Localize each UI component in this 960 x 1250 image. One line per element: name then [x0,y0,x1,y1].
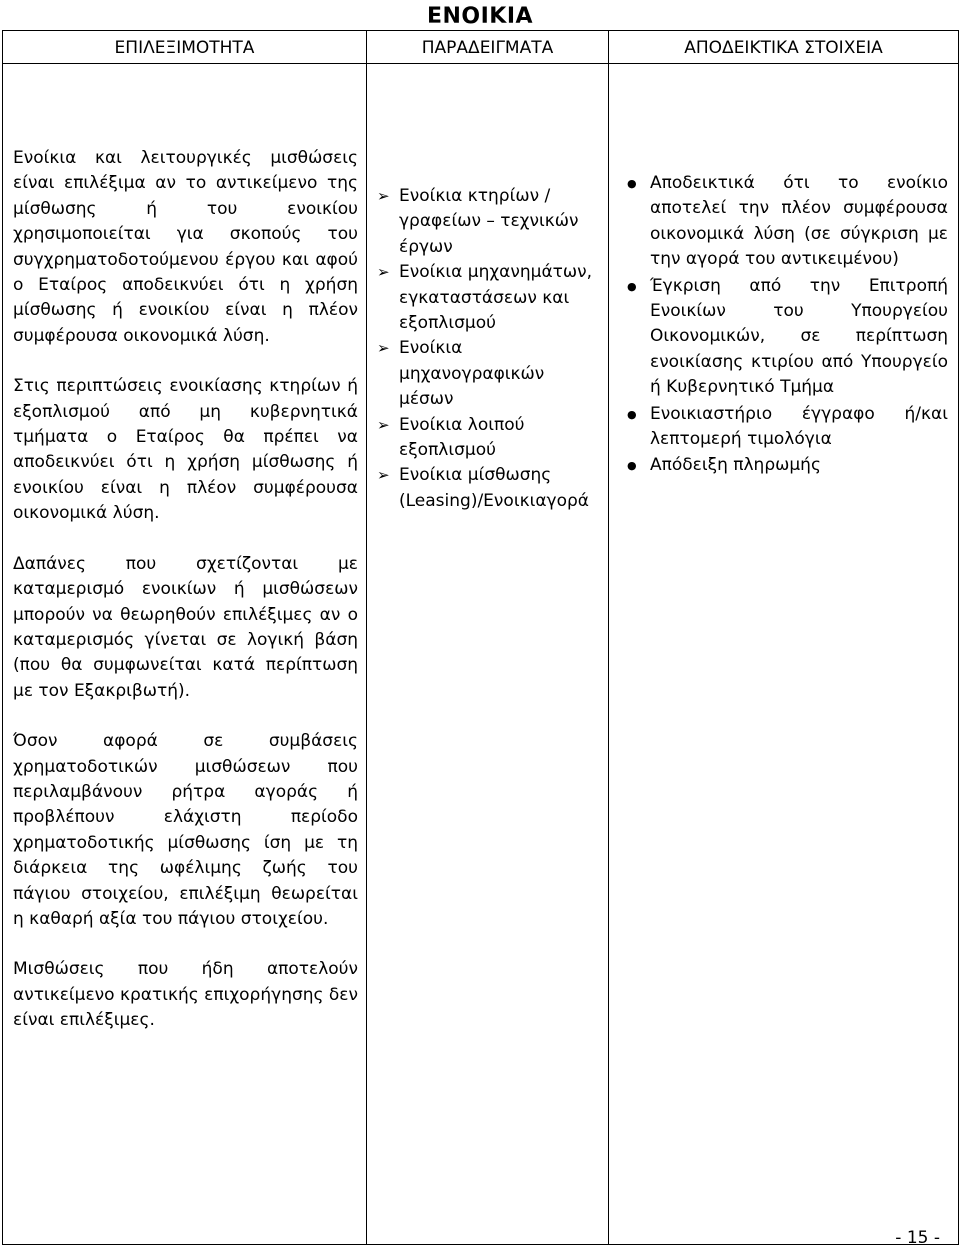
eligibility-paragraph: Στις περιπτώσεις ενοικίασης κτηρίων ή εξοπλισμού από μη κυβερνητικά τμήματα ο Εταίρος θα πρέπει να αποδεικνύει ότι η χρήση μίσθωσης ή ενοικίου είναι η πλέον συμφέρουσα οικονομικά λύση. [13,376,358,524]
dot-bullet-icon: ● [627,177,637,190]
dot-bullet-icon: ● [627,279,637,293]
evidence-cell [609,64,959,1245]
header-evidence: ΑΠΟΔΕΙΚΤΙΚΑ ΣΤΟΙΧΕΙΑ [609,31,959,64]
arrow-bullet-icon: ➢ [377,415,390,434]
arrow-bullet-icon: ➢ [377,339,390,358]
dot-bullet-icon: ● [627,459,637,473]
example-item [377,184,602,260]
header-eligibility: ΕΠΙΛΕΞΙΜΟΤΗΤΑ [3,31,367,64]
dot-bullet-icon: ● [627,407,637,421]
page-number: - 15 - [895,1228,940,1248]
evidence-label: Ενοικιαστήριο έγγραφο ή/και λεπτομερή τιμολόγια [650,403,948,450]
header-examples: ΠΑΡΑΔΕΙΓΜΑΤΑ [367,31,609,64]
example-item [377,336,602,412]
eligibility-cell [3,64,367,1245]
example-label: Ενοίκια μηχανογραφικών μέσων [399,338,545,410]
header-row [3,31,959,64]
body-row [3,64,959,1245]
example-label: Ενοίκια κτηρίων /γραφείων – τεχνικών έργων [399,186,579,257]
rent-eligibility-table [2,30,959,1245]
evidence-item [627,171,948,273]
evidence-item [627,274,948,401]
evidence-label: Αποδεικτικά ότι το ενοίκιο αποτελεί την πλέον συμφέρουσα οικονομικά λύση (σε σύγκριση με την αγορά του αντικειμένου) [650,173,948,270]
eligibility-paragraph: Μισθώσεις που ήδη αποτελούν αντικείμενο κρατικής επιχορήγησης δεν είναι επιλέξιμες. [13,959,358,1031]
evidence-item [627,402,948,453]
arrow-bullet-icon: ➢ [377,466,390,485]
eligibility-paragraph: Δαπάνες που σχετίζονται με καταμερισμό ενοικίων ή μισθώσεων μπορούν να θεωρηθούν επιλέξιμες αν ο καταμερισμός γίνεται σε λογική βάση (που θα συμφωνείται κατά περίπτωση με τον Εξακριβωτή). [13,553,358,701]
evidence-label: Έγκριση από την Επιτροπή Ενοικίων του Υπουργείου Οικονομικών, σε περίπτωση ενοικίασης κτιρίου από Υπουργείο ή Κυβερνητικό Τμήμα [650,275,948,398]
evidence-label: Απόδειξη πληρωμής [650,455,821,476]
example-label: Ενοίκια μίσθωσης (Leasing)/Ενοικιαγορά [399,465,590,511]
page-title: ΕΝΟΙΚΙΑ [426,4,534,29]
eligibility-paragraph: Όσον αφορά σε συμβάσεις χρηματοδοτικών μισθώσεων που περιλαμβάνουν ρήτρα αγοράς ή προβλέπουν ελάχιστη περίοδο χρηματοδοτικής μίσθωσης ίση με τη διάρκεια της ωφέλιμης ζωής του πάγιου στοιχείου, επιλέξιμη θεωρείται η καθαρή αξία του πάγιου στοιχείου. [13,731,358,929]
arrow-bullet-icon: ➢ [377,187,390,205]
example-item [377,413,602,464]
example-label: Ενοίκια λοιπού εξοπλισμού [399,414,525,461]
examples-cell [367,64,609,1245]
example-item [377,463,602,514]
example-item [377,260,602,336]
evidence-item [627,453,948,478]
arrow-bullet-icon: ➢ [377,263,390,282]
eligibility-paragraph: Ενοίκια και λειτουργικές μισθώσεις είναι επιλέξιμα αν το αντικείμενο της μίσθωσης ή του ενοικίου χρησιμοποιείται για σκοπούς του συγχρηματοδοτούμενου έργου και αφού ο Εταίρος αποδεικνύει ότι η χρήση μίσθωσης ή ενοικίου είναι η πλέον συμφέρουσα οικονομικά λύση. [13,148,358,346]
example-label: Ενοίκια μηχανημάτων, εγκαταστάσεων και εξοπλισμού [399,262,593,334]
